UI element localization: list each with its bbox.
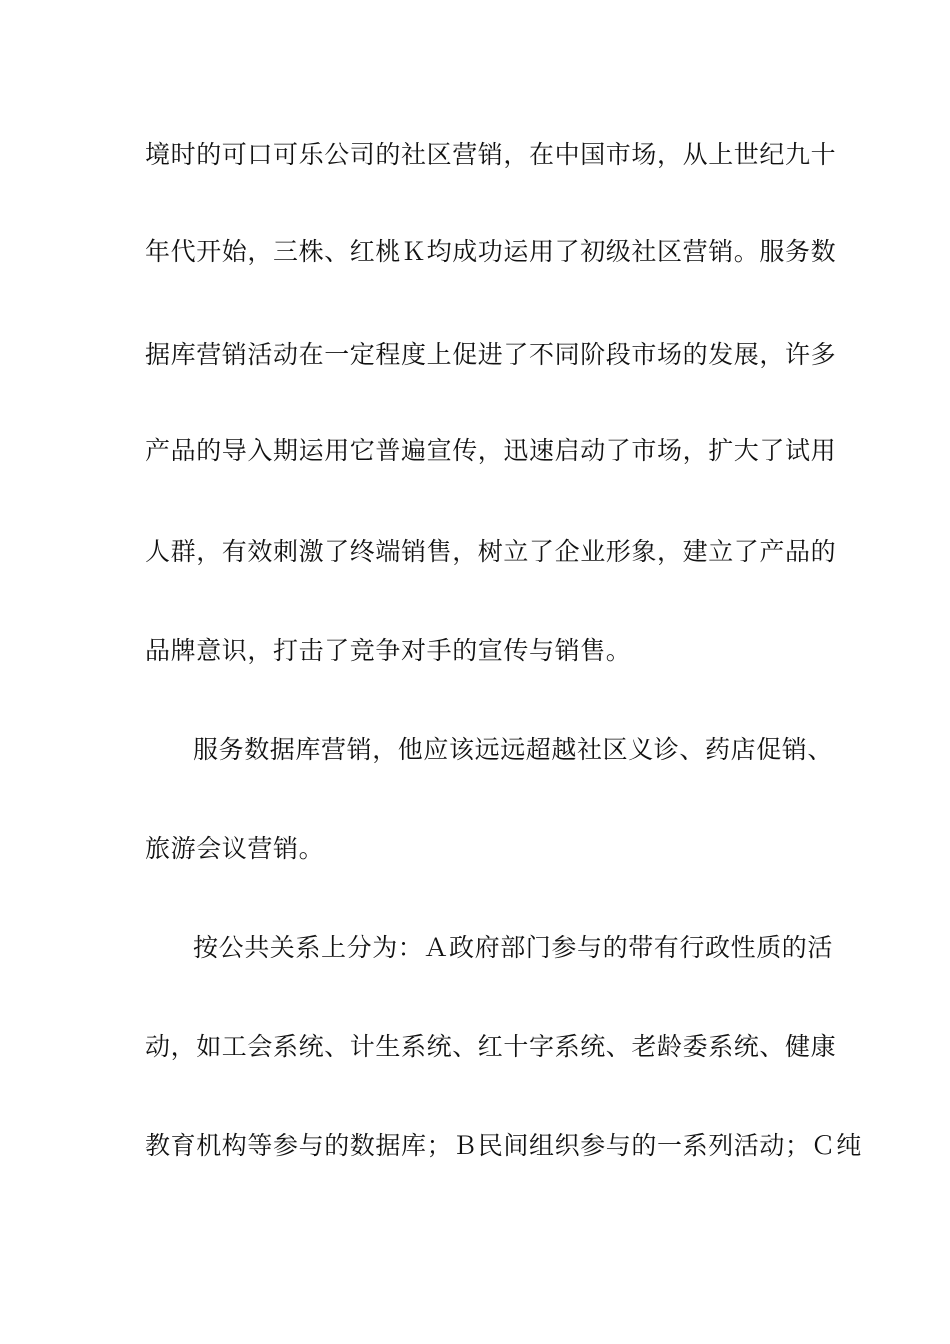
- text-line-11: 教育机构等参与的数据库；Ｂ民间组织参与的一系列活动；Ｃ纯: [145, 1131, 862, 1160]
- text-line-9-paragraph-start: 按公共关系上分为：Ａ政府部门参与的带有行政性质的活: [193, 933, 834, 962]
- text-line-5: 人群，有效刺激了终端销售，树立了企业形象，建立了产品的: [145, 537, 837, 566]
- text-line-4: 产品的导入期运用它普遍宣传，迅速启动了市场，扩大了试用: [145, 436, 837, 465]
- text-line-2: 年代开始，三株、红桃Ｋ均成功运用了初级社区营销。服务数: [145, 237, 837, 266]
- text-line-3: 据库营销活动在一定程度上促进了不同阶段市场的发展，许多: [145, 340, 837, 369]
- text-line-1: 境时的可口可乐公司的社区营销，在中国市场，从上世纪九十: [145, 140, 837, 169]
- text-line-6: 品牌意识，打击了竞争对手的宣传与销售。: [145, 636, 632, 665]
- text-line-7-paragraph-start: 服务数据库营销，他应该远远超越社区义诊、药店促销、: [193, 735, 834, 764]
- text-line-8: 旅游会议营销。: [145, 834, 325, 863]
- text-line-10: 动，如工会系统、计生系统、红十字系统、老龄委系统、健康: [145, 1032, 837, 1061]
